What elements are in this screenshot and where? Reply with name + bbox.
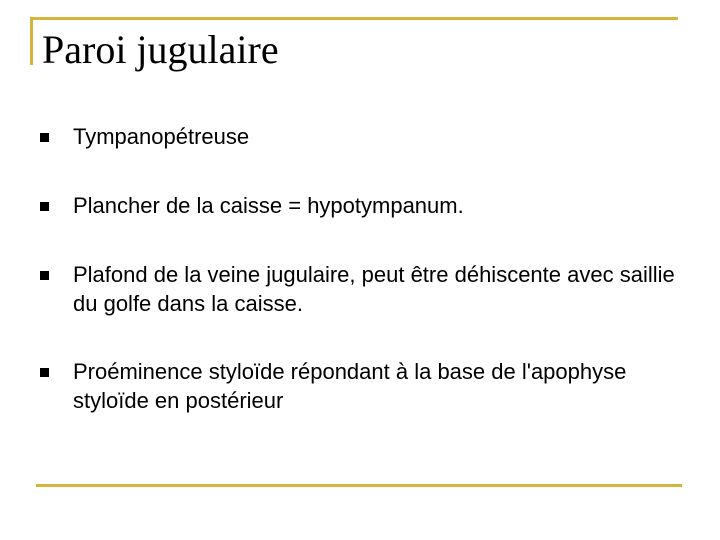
slide-title: Paroi jugulaire: [42, 27, 279, 72]
title-top-rule: [30, 17, 678, 20]
bullet-item: [40, 122, 680, 151]
bullet-text: Plafond de la veine jugulaire, peut être déhiscente avec saillie du golfe dans la caisse.: [73, 262, 675, 316]
bottom-rule: [36, 484, 682, 487]
square-bullet-icon: [40, 368, 49, 377]
bullet-item: [40, 260, 680, 318]
bullet-list: [40, 122, 680, 455]
title-left-rule: [30, 17, 33, 65]
square-bullet-icon: [40, 202, 49, 211]
bullet-item: [40, 191, 680, 220]
bullet-item: [40, 357, 680, 415]
square-bullet-icon: [40, 133, 49, 142]
bullet-text: Plancher de la caisse = hypotympanum.: [73, 193, 464, 218]
bullet-text: Proéminence styloïde répondant à la base de l'apophyse styloïde en postérieur: [73, 359, 627, 413]
square-bullet-icon: [40, 271, 49, 280]
bullet-text: Tympanopétreuse: [73, 124, 250, 149]
